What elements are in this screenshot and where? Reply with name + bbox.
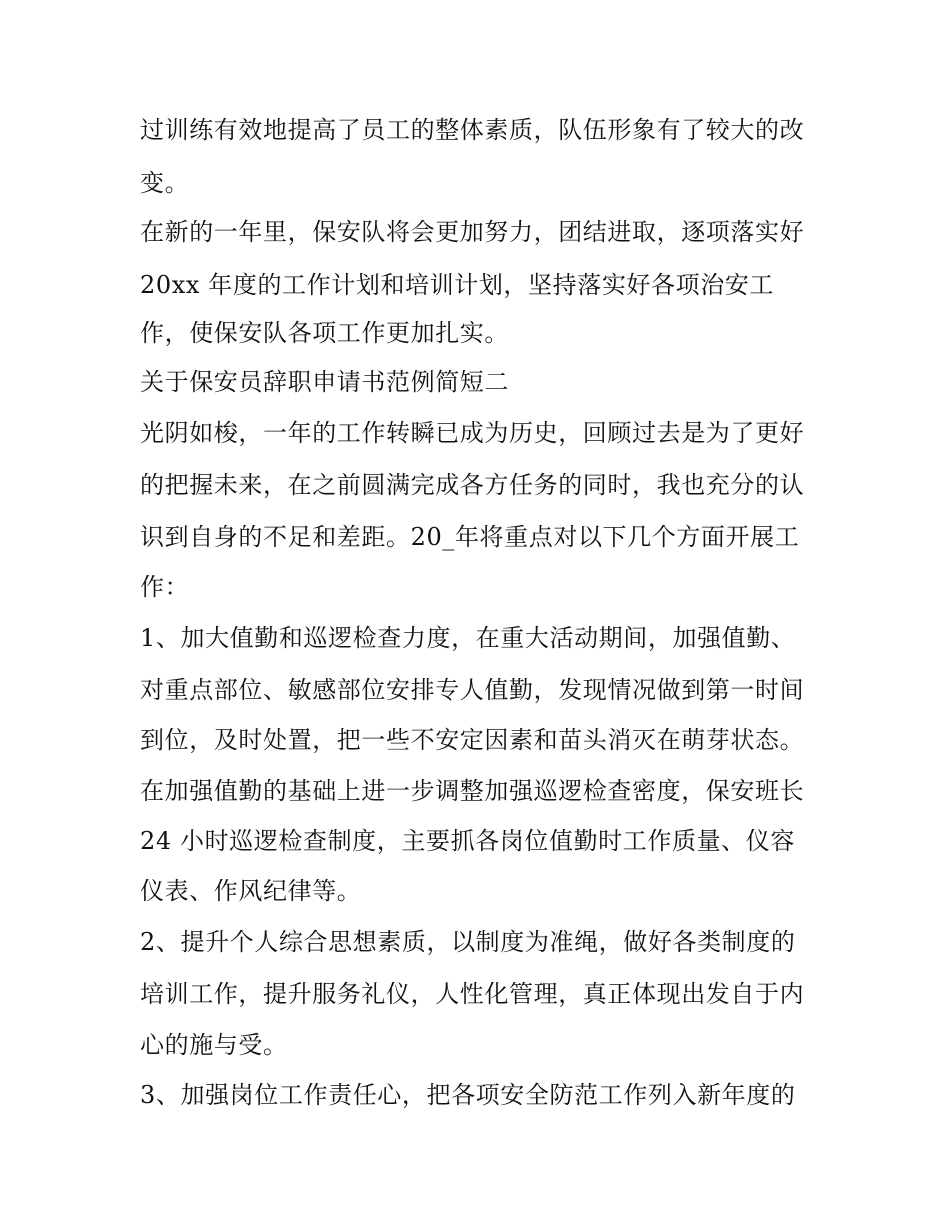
text-line: 仪表、作风纪律等。 (140, 877, 362, 905)
text-line: 对重点部位、敏感部位安排专人值勤，发现情况做到第一时间 (140, 676, 805, 704)
text-line: 到位，及时处置，把一些不安定因素和苗头消灭在萌芽状态。 (140, 726, 805, 754)
section-heading: 关于保安员辞职申请书范例简短二 (140, 368, 509, 396)
text-line: 心的施与受。 (140, 1031, 288, 1059)
text-line: 在加强值勤的基础上进一步调整加强巡逻检查密度，保安班长 (140, 777, 805, 805)
text-line: 识到自身的不足和差距。20_年将重点对以下几个方面开展工 (140, 523, 800, 551)
list-item: 2、提升个人综合思想素质，以制度为准绳，做好各类制度的 (140, 928, 796, 956)
text-line: 在新的一年里，保安队将会更加努力，团结进取，逐项落实好 (140, 218, 805, 246)
text-line: 20xx 年度的工作计划和培训计划，坚持落实好各项治安工 (140, 271, 775, 299)
list-item: 1、加大值勤和巡逻检查力度，在重大活动期间，加强值勤、 (140, 624, 796, 652)
text-line: 的把握未来，在之前圆满完成各方任务的同时，我也充分的认 (140, 471, 805, 499)
text-line: 24 小时巡逻检查制度，主要抓各岗位值勤时工作质量、仪容 (140, 827, 795, 855)
text-line: 培训工作，提升服务礼仪，人性化管理，真正体现出发自于内 (140, 980, 805, 1008)
text-line: 光阴如梭，一年的工作转瞬已成为历史，回顾过去是为了更好 (140, 419, 805, 447)
text-line: 过训练有效地提高了员工的整体素质，队伍形象有了较大的改 (140, 116, 805, 144)
text-line: 变。 (140, 169, 190, 197)
text-line: 作，使保安队各项工作更加扎实。 (140, 319, 509, 347)
text-line: 作： (140, 573, 190, 601)
list-item: 3、加强岗位工作责任心，把各项安全防范工作列入新年度的 (140, 1081, 796, 1109)
